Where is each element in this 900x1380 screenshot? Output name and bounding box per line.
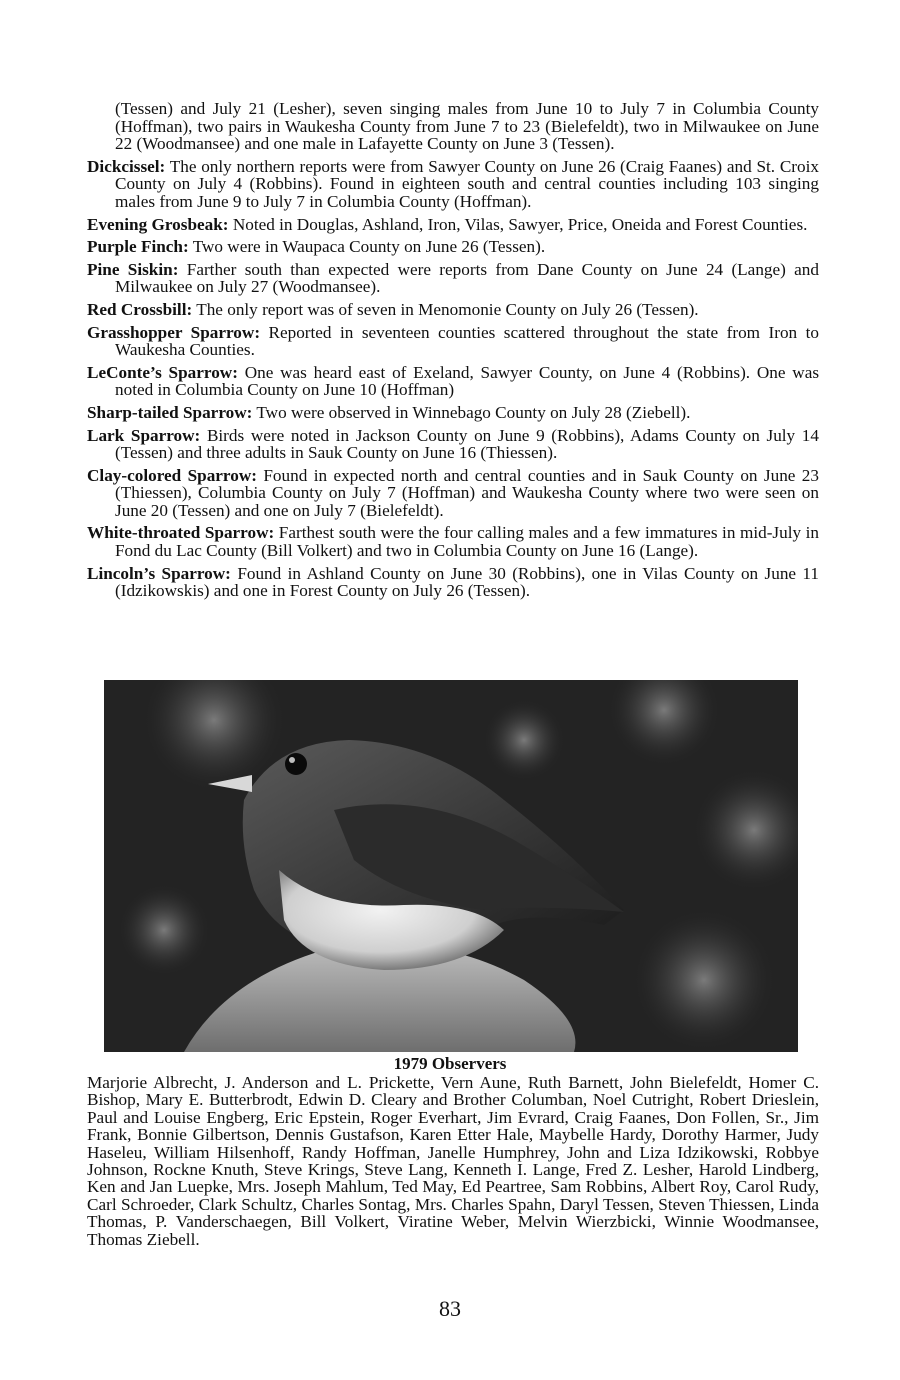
entry-lecontes-sparrow — [87, 364, 819, 399]
entry-pine-siskin — [87, 261, 819, 296]
species-text: Found in expected north and central counties and in Sauk County on June 23 (Thiessen), Columbia County on July 7 (Hoffman) and Waukesha County where two were seen on June 20 (Tessen) and one on July 7 (Bielefeldt). — [115, 465, 819, 520]
species-name: Clay-colored Sparrow: — [87, 465, 257, 485]
species-text: The only report was of seven in Menomonie County on July 26 (Tessen). — [192, 299, 699, 319]
species-name: Sharp-tailed Sparrow: — [87, 402, 253, 422]
observers-list: Marjorie Albrecht, J. Anderson and L. Prickette, Vern Aune, Ruth Barnett, John Bielefeldt, Homer C. Bishop, Mary E. Butterbrodt, Edwin D. Cleary and Brother Columban, Noel Cutright, Robert Drieslein, Paul and Louise Engberg, Eric Epstein, Roger Everhart, Jim Evrard, Craig Faanes, Don Follen, Sr., Jim Frank, Bonnie Gilbertson, Dennis Gustafson, Karen Etter Hale, Maybelle Hardy, Dorothy Harmer, Judy Haseleu, William Hilsenhoff, Randy Hoffman, Janelle Humphrey, John and Liza Idzikowski, Robbye Johnson, Rockne Knuth, Steve Krings, Steve Lang, Kenneth I. Lange, Fred Z. Lesher, Harold Lindberg, Ken and Jan Luepke, Mrs. Joseph Mahlum, Ted May, Ed Peartree, Sam Robbins, Albert Roy, Carol Rudy, Carl Schroeder, Clark Schultz, Charles Sontag, Mrs. Charles Spahn, Daryl Tessen, Steven Thiessen, Linda Thomas, P. Vanderschaegen, Bill Volkert, Viratine Weber, Melvin Wierzbicki, Winnie Woodmansee, Thomas Ziebell. — [87, 1073, 819, 1249]
entry-white-throated-sparrow — [87, 524, 819, 559]
page-number: 83 — [439, 1296, 461, 1321]
species-name: Lark Sparrow: — [87, 425, 201, 445]
entry-clay-colored-sparrow — [87, 467, 819, 520]
entry-purple-finch — [87, 238, 819, 256]
bird-photograph — [104, 680, 798, 1052]
entry-sharp-tailed-sparrow — [87, 404, 819, 422]
species-text: Farther south than expected were reports from Dane County on June 24 (Lange) and Milwaukee on July 27 (Woodmansee). — [115, 259, 819, 297]
species-text: Two were in Waupaca County on June 26 (Tessen). — [188, 237, 546, 257]
species-name: LeConte’s Sparrow: — [87, 362, 238, 382]
species-report-list — [87, 100, 819, 605]
entry-red-crossbill — [87, 301, 819, 319]
species-name: Purple Finch: — [87, 237, 189, 257]
species-text: Two were observed in Winnebago County on July 28 (Ziebell). — [252, 402, 691, 422]
species-name: Lincoln’s Sparrow: — [87, 563, 231, 583]
species-text: Birds were noted in Jackson County on June 9 (Robbins), Adams County on July 14 (Tessen) and three adults in Sauk County on June 16 (Thiessen). — [115, 425, 819, 463]
entry-evening-grosbeak — [87, 216, 819, 234]
species-name: Pine Siskin: — [87, 259, 179, 279]
entry-lark-sparrow — [87, 427, 819, 462]
intro-continuation: (Tessen) and July 21 (Lesher), seven singing males from June 10 to July 7 in Columbia County (Hoffman), two pairs in Waukesha County from June 7 to 23 (Bielefeldt), two in Milwaukee on June 22 (Woodmansee) and one male in Lafayette County on June 3 (Tessen). — [115, 99, 819, 154]
species-name: Grasshopper Sparrow: — [87, 322, 261, 342]
species-text: The only northern reports were from Sawyer County on June 26 (Craig Faanes) and St. Croix County on July 4 (Robbins). Found in eighteen south and central counties including 103 singing males from June 9 to July 7 in Columbia County (Hoffman). — [115, 156, 819, 211]
entry-grasshopper-sparrow — [87, 324, 819, 359]
species-text: Found in Ashland County on June 30 (Robbins), one in Vilas County on June 11 (Idzikowskis) and one in Forest County on July 26 (Tessen). — [115, 563, 819, 601]
species-name: Evening Grosbeak: — [87, 214, 229, 234]
species-name: White-throated Sparrow: — [87, 523, 275, 543]
species-text: Reported in seventeen counties scattered throughout the state from Iron to Waukesha Counties. — [115, 322, 819, 360]
species-name: Dickcissel: — [87, 156, 166, 176]
entry-lincolns-sparrow — [87, 565, 819, 600]
species-text: Noted in Douglas, Ashland, Iron, Vilas, Sawyer, Price, Oneida and Forest Counties. — [228, 214, 808, 234]
entry-dickcissel — [87, 158, 819, 211]
species-name: Red Crossbill: — [87, 299, 193, 319]
species-text: One was heard east of Exeland, Sawyer County, on June 4 (Robbins). One was noted in Columbia County on June 10 (Hoffman) — [115, 362, 820, 400]
species-text: Farthest south were the four calling males and a few immatures in mid-July in Fond du Lac County (Bill Volkert) and two in Columbia County on June 16 (Lange). — [115, 523, 819, 561]
observers-heading: 1979 Observers — [393, 1054, 507, 1073]
